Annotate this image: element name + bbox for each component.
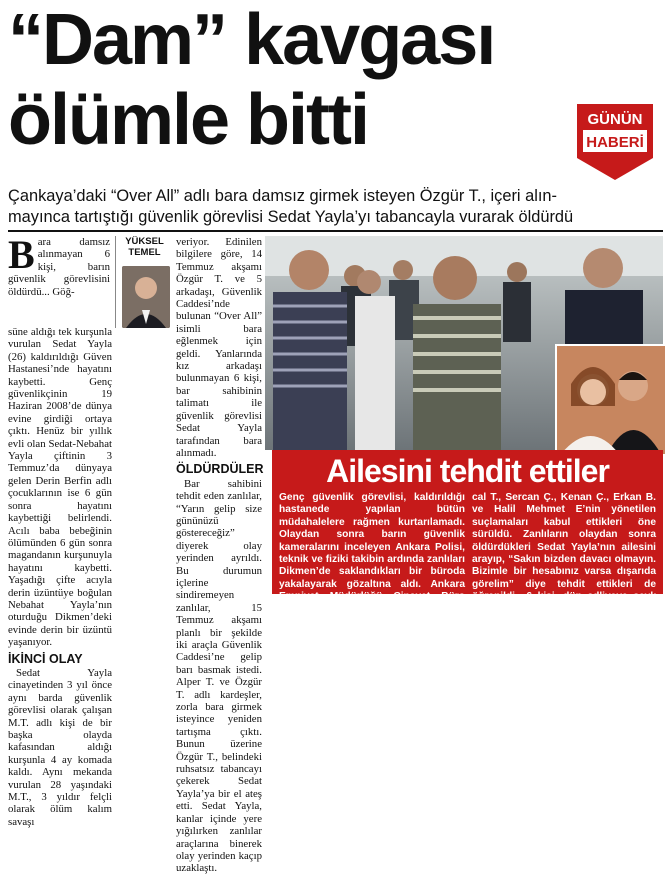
couple-photo-inset <box>555 344 667 456</box>
subhead-oldurduler: ÖLDÜRDÜLER <box>176 462 264 477</box>
deck-line-1: Çankaya’daki “Over All” adlı bara damsız girmek isteyen Özgür T., içeri alın- <box>8 187 557 205</box>
column-1-body <box>8 326 112 829</box>
caption-text-col-2: cal T., Sercan Ç., Kenan Ç., Erkan B. ve Halil Mehmet E’nin yönetilen suçlamaları kabul ettikleri öne sürüldü. Zanlıların olaydan sonra öldürdükleri Sedat Yayla’nın ailesini arayıp, “Sakın bizden davacı olmayın. Bizimle bir hesabınız varsa dışarıda görelim” diye tehdit ettikleri de öğrenildi.. 6 kişi, dün adliyeye sevk edildi. <box>472 492 656 615</box>
column-1-paragraph-2: Sedat Yayla cinayetinden 3 yıl önce aynı barda güvenlik görevlisi olarak çalışan M.T. adlı kişi de bir başka olayda kafasından aldığı kurşunla 4 ay komada kaldı. Aynı mekanda vurulan 28 yaşındaki M.T., 3 yıldır felçli olarak ölüm kalım savaşı <box>8 666 112 828</box>
deck-rule <box>8 230 663 232</box>
author-photo <box>122 266 170 328</box>
badge-line-1: GÜNÜN <box>587 111 643 128</box>
caption-text-col-1: Genç güvenlik görevlisi, kaldırıldığı hastanede yapılan bütün müdahalelere rağmen kurtarılamadı. Olaydan sonra barın güvenlik kameralarını inceleyen Ankara Polisi, teknik ve fiziki takibin ardında zanlıları Dikmen’de saklandıkları bir büroda yakalayarak gözaltına aldı. Ankara Emniyet Müdürlüğü Cinayet Büro Amirliği ekiplerince yakalanan Özgür T., Hün- <box>279 492 465 628</box>
gunun-haberi-badge <box>573 100 657 182</box>
author-last-name: TEMEL <box>128 247 161 258</box>
caption-title: Ailesini tehdit ettiler <box>326 453 609 489</box>
subhead-ikinci-olay: İKİNCİ OLAY <box>8 651 83 666</box>
column-1-paragraph: süne aldığı tek kurşunla vurulan Sedat Yayla (26) kaldırıldığı Güven Hastanesi’nde hayatını kaybetti. Genç güvenlikçinin 19 Haziran 2008’de dünya evine girdiği ortaya çıktı. Henüz bir yıllık evli olan Sedat-Nebahat Yayla çiftinin 3 Temmuz’da dünyaya gelen Derin Berfin adlı çocuklarının ise 6 gün sonra hayatını kaybettiği belirlendi. Acılı baba bebeğinin ölümünden 6 gün sonra magandanın kurşunuyla hayatını kaybetti. Yaşadığı çifte acıyla derin üzüntüye boğulan Nebahat Yayla’nın oturduğu Dikmen’deki evinde derin bir üzüntü yaşanıyor. <box>8 326 112 649</box>
headline-line-2: ölümle bitti <box>8 80 368 160</box>
column-2-top: veriyor. Edinilen bilgilere göre, 14 Temmuz akşamı Özgür T. ve 5 arkadaşı, Güvenlik Caddesi’nde bulunan “Over All” isimli bara eğlenmek için geldi. Yanlarında kız arkadaşı bulunmayan 6 kişi, bar sahibinin talimatı ile güvenlik görevlisi Sedat Yayla tarafından bara alınmadı. <box>176 236 262 459</box>
column-1-intro <box>8 232 110 298</box>
dropcap: B <box>8 232 35 277</box>
column-2-paragraph: Bar sahibini tehdit eden zanlılar, “Yarın gelip size gününüzü göstereceğiz” diyerek olay yerinden ayrıldı. Bu durumun içlerine sindiremeyen zanlılar, 15 Temmuz akşamı planlı bir şekilde iki araçla Güvenlik Caddesi’ne gelip barı basmak istedi. Alper T. ve Özgür T. adlı kardeşler, zorla bara girmek isteyince yeniden tartışma çıktı. Bunun üzerine Özgür T., belindeki ruhsatsız tabancayı çekerek Sedat Yayla’ya bir el ateş etti. Sedat Yayla, kanlar içinde yere yığılırken zanlılar araçlarına binerek olay yerinden kaçıp uzaklaştı. <box>176 477 262 875</box>
column-2 <box>176 236 262 876</box>
deck-line-2: mayınca tartıştığı güvenlik görevlisi Sedat Yayla’yı tabancayla vurarak öldürdü <box>8 208 574 226</box>
headline-line-1: “Dam” kavgası <box>8 0 495 80</box>
intro-text: ara damsız alınmayan 6 kişi, barın güvenlik görevlisini öldürdü... Göğ- <box>8 236 110 298</box>
badge-line-2: HABERİ <box>586 134 644 151</box>
author-first-name: YÜKSEL <box>125 236 164 247</box>
deck-summary <box>8 186 663 228</box>
